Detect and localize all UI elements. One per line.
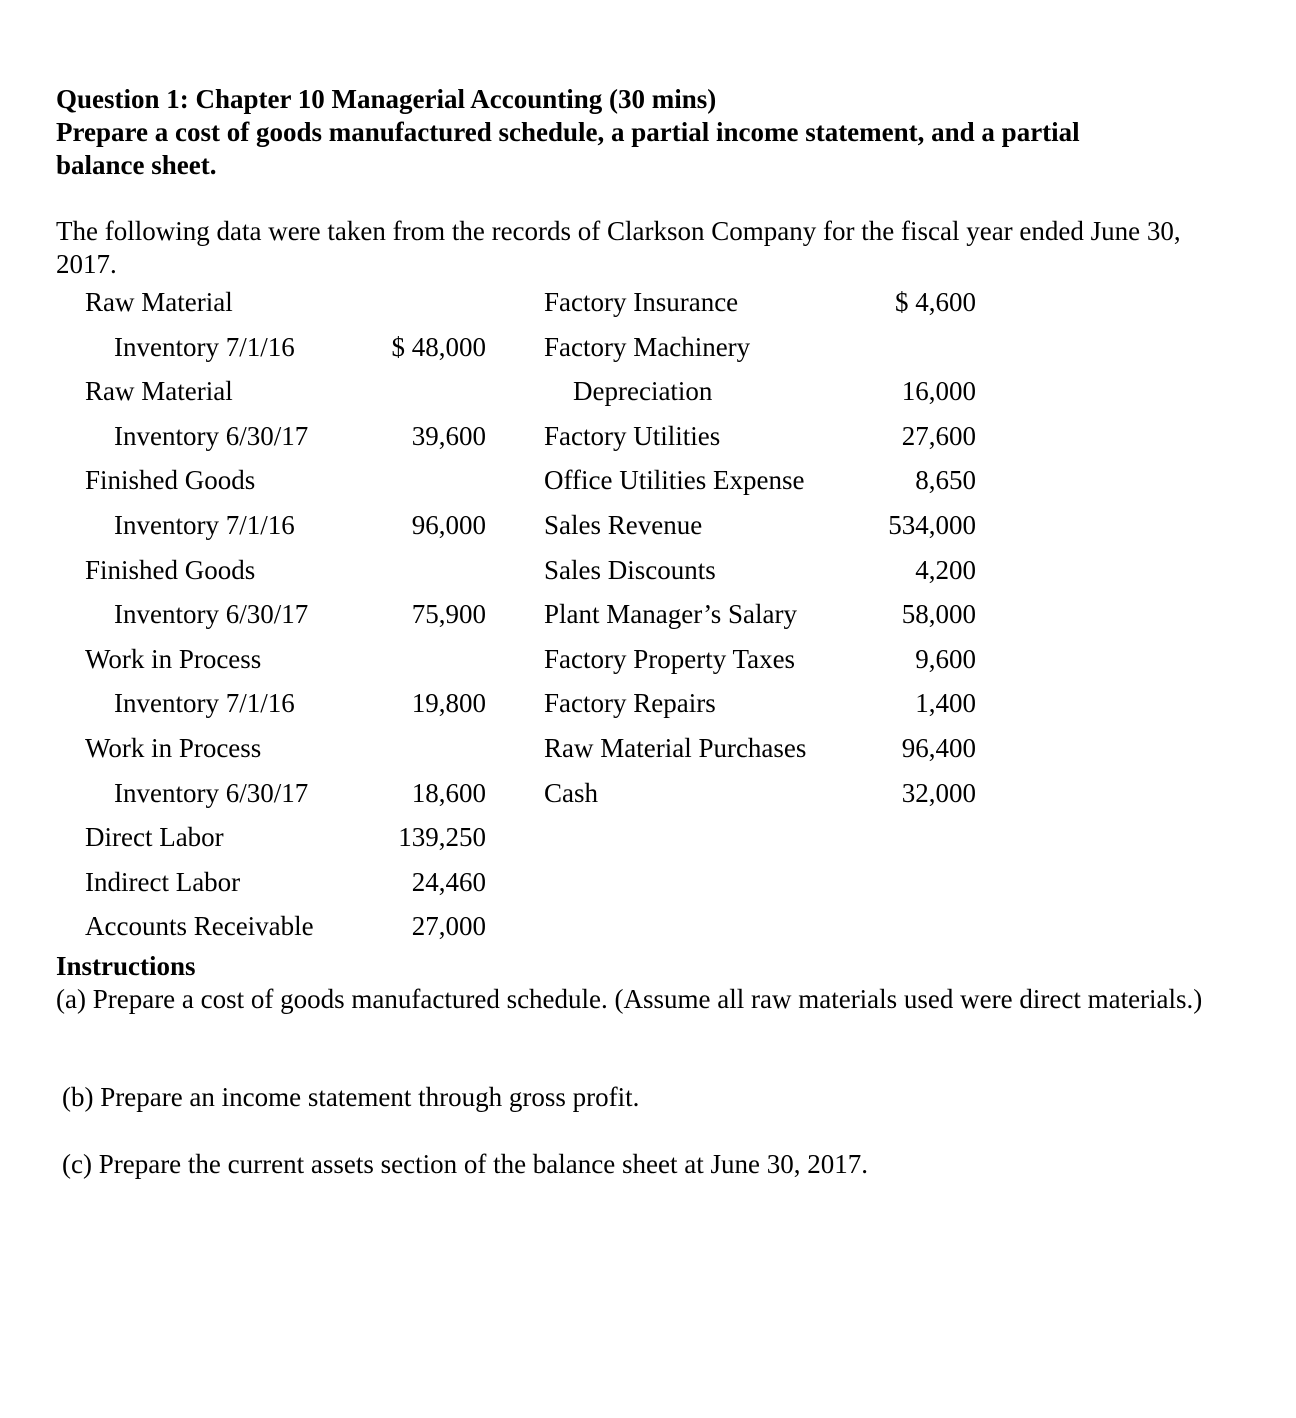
- row-value: 27,000: [411, 911, 486, 942]
- data-table-right-column: [0, 284, 1000, 819]
- question-title: Question 1: Chapter 10 Managerial Accounting (30 mins): [56, 84, 717, 114]
- instructions-heading: Instructions: [56, 951, 196, 981]
- row-label: Plant Manager’s Salary: [544, 599, 797, 630]
- data-row: [0, 775, 1000, 820]
- row-label: Factory Repairs: [544, 688, 716, 719]
- row-label: Indirect Labor: [85, 866, 241, 897]
- data-row: [0, 641, 1000, 686]
- row-value: 24,460: [411, 866, 486, 897]
- row-label: Cash: [544, 777, 598, 808]
- row-label: Inventory 7/1/16: [114, 509, 295, 540]
- row-value: 139,250: [398, 822, 486, 853]
- row-label: Raw Material: [85, 287, 233, 317]
- data-row: [0, 596, 1000, 641]
- instruction-b: (b) Prepare an income statement through gross profit.: [62, 1082, 640, 1112]
- row-label: Raw Material Purchases: [544, 732, 807, 763]
- row-label: Factory Machinery: [544, 331, 751, 362]
- row-value: 4,200: [915, 554, 976, 585]
- data-row: [0, 329, 1000, 374]
- row-label: Work in Process: [85, 643, 262, 674]
- question-subtitle-line2: balance sheet.: [56, 150, 217, 180]
- data-row: [0, 730, 1000, 775]
- data-row: [0, 507, 1000, 552]
- intro-paragraph: The following data were taken from the records of Clarkson Company for the fiscal year ended June 30, 2017.: [56, 216, 1181, 279]
- row-label: Direct Labor: [85, 822, 224, 853]
- row-value: 8,650: [915, 465, 976, 496]
- data-row: [0, 284, 1000, 329]
- row-value: 16,000: [901, 376, 976, 407]
- row-label: Inventory 6/30/17: [114, 420, 309, 451]
- row-label: Inventory 6/30/17: [114, 777, 309, 808]
- row-label: Finished Goods: [85, 465, 256, 496]
- row-label: Factory Property Taxes: [544, 643, 796, 674]
- data-row: [0, 418, 1000, 463]
- row-label: Inventory 6/30/17: [114, 599, 309, 630]
- row-value: 18,600: [411, 777, 486, 808]
- row-label: Work in Process: [85, 732, 262, 763]
- row-label: Inventory 7/1/16: [114, 331, 295, 362]
- row-value: 19,800: [411, 688, 486, 719]
- data-row: [0, 819, 500, 864]
- row-value: 96,400: [901, 732, 976, 763]
- row-value: 58,000: [901, 599, 976, 630]
- row-label: Accounts Receivable: [85, 911, 314, 942]
- row-label: Office Utilities Expense: [544, 465, 805, 496]
- row-value: $ 48,000: [391, 331, 486, 362]
- row-value: 1,400: [915, 688, 976, 719]
- row-label: Depreciation: [573, 376, 713, 407]
- row-label: Sales Revenue: [544, 509, 703, 540]
- row-label: Finished Goods: [85, 554, 256, 585]
- data-row: [0, 373, 1000, 418]
- instruction-a: (a) Prepare a cost of goods manufactured schedule. (Assume all raw materials used were direct materials.): [56, 984, 1203, 1014]
- row-value: 32,000: [901, 777, 976, 808]
- row-label: Factory Insurance: [544, 287, 739, 317]
- row-value: 27,600: [901, 420, 976, 451]
- row-value: 75,900: [411, 599, 486, 630]
- data-row: [0, 552, 1000, 597]
- row-value: $ 4,600: [895, 287, 976, 317]
- question-subtitle-line1: Prepare a cost of goods manufactured schedule, a partial income statement, and a partial: [56, 117, 1080, 147]
- row-value: 9,600: [915, 643, 976, 674]
- data-row: [0, 685, 1000, 730]
- instruction-c: (c) Prepare the current assets section of the balance sheet at June 30, 2017.: [62, 1149, 868, 1179]
- row-label: Factory Utilities: [544, 420, 721, 451]
- row-label: Inventory 7/1/16: [114, 688, 295, 719]
- data-row: [0, 908, 500, 953]
- row-label: Raw Material: [85, 376, 233, 407]
- data-row: [0, 462, 1000, 507]
- row-label: Sales Discounts: [544, 554, 716, 585]
- data-row: [0, 864, 500, 909]
- row-value: 534,000: [888, 509, 976, 540]
- row-value: 96,000: [411, 509, 486, 540]
- row-value: 39,600: [411, 420, 486, 451]
